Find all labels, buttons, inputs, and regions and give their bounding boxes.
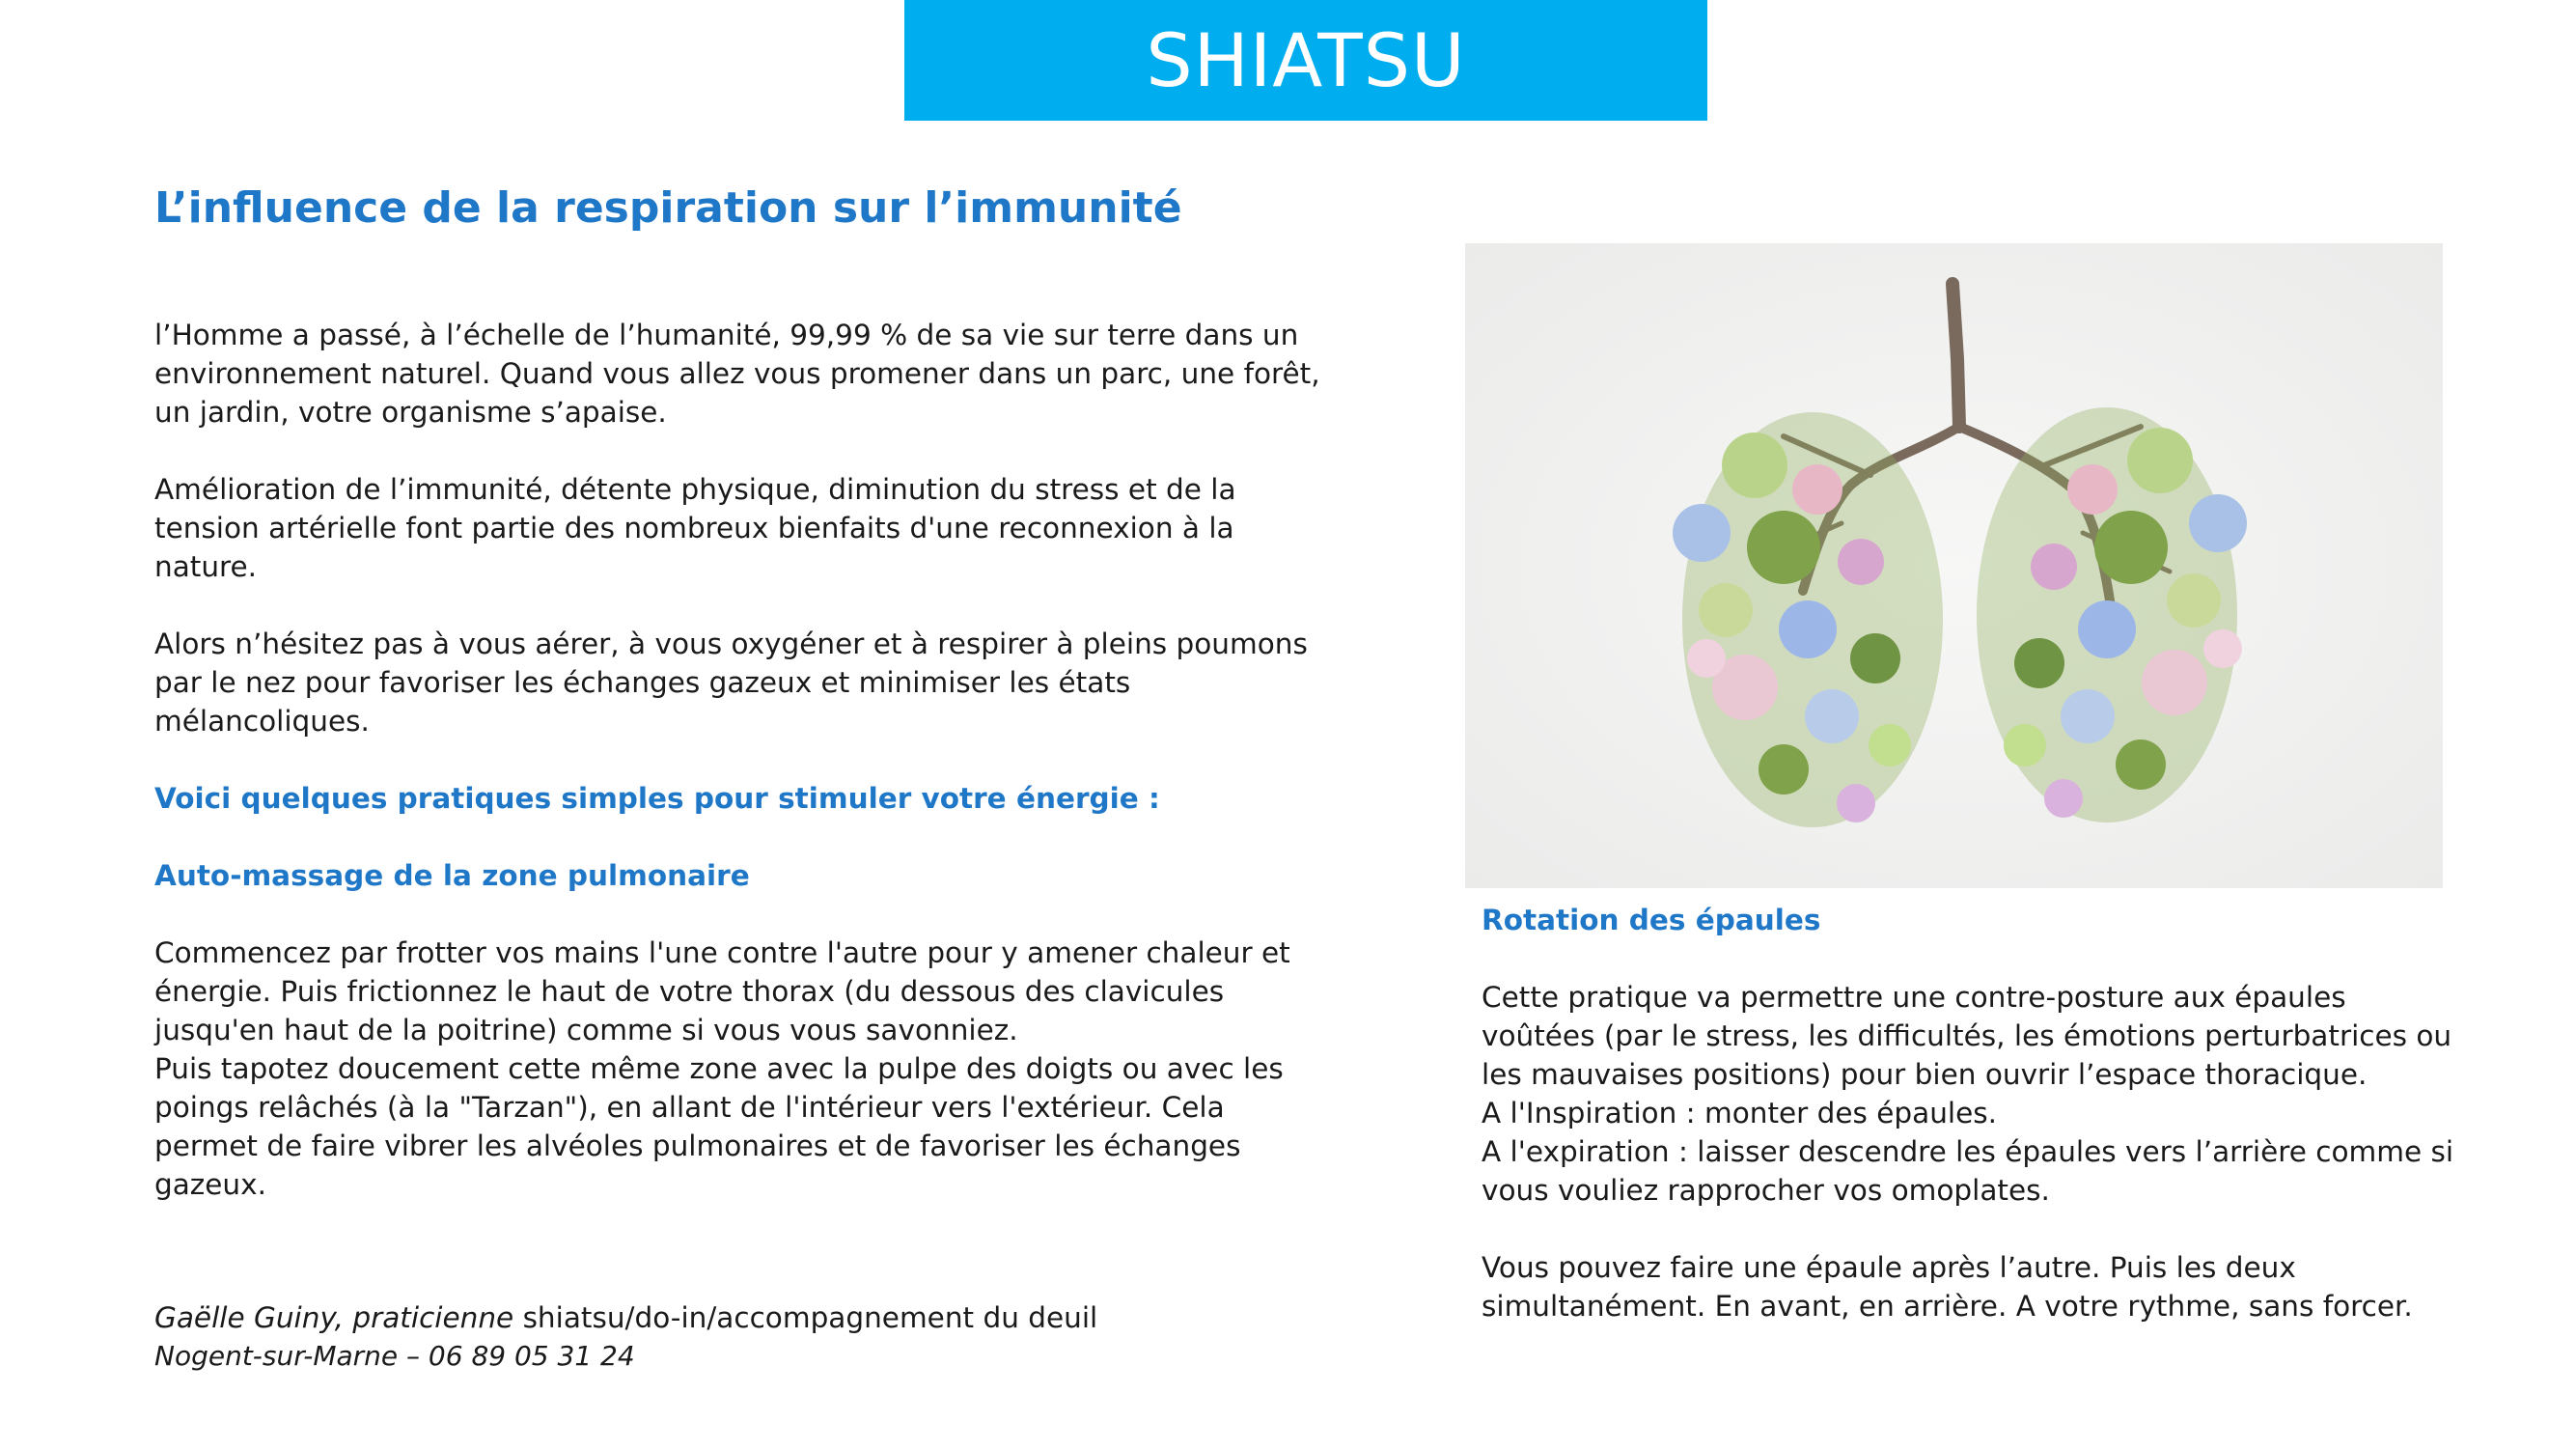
- massage-paragraph: [154, 934, 1371, 1204]
- rotation-paragraph: [1482, 978, 2524, 1210]
- rotation-closing: [1482, 1248, 2524, 1325]
- text-line: voûtées (par le stress, les difficultés, les émotions perturbatrices ou: [1482, 1019, 2452, 1052]
- text-line: Vous pouvez faire une épaule après l’autre. Puis les deux: [1482, 1251, 2296, 1284]
- text-line: vous vouliez rapprocher vos omoplates.: [1482, 1174, 2050, 1207]
- author-name: Gaëlle Guiny, praticienne: [154, 1301, 514, 1334]
- text-line: nature.: [154, 549, 258, 583]
- flower-lungs-photo: [1465, 243, 2443, 888]
- text-line: énergie. Puis frictionnez le haut de votre thorax (du dessous des clavicules: [154, 974, 1225, 1008]
- text-line: poings relâchés (à la "Tarzan"), en allant de l'intérieur vers l'extérieur. Cela: [154, 1090, 1225, 1124]
- text-line: par le nez pour favoriser les échanges gazeux et minimiser les états: [154, 665, 1131, 699]
- text-line: tension artérielle font partie des nombreux bienfaits d'une reconnexion à la: [154, 511, 1234, 544]
- text-line: Amélioration de l’immunité, détente physique, diminution du stress et de la: [154, 472, 1236, 506]
- advice-paragraph: [154, 625, 1371, 740]
- text-line: jusqu'en haut de la poitrine) comme si vous vous savonniez.: [154, 1013, 1018, 1046]
- text-line: gazeux.: [154, 1167, 266, 1201]
- text-line: l’Homme a passé, à l’échelle de l’humanité, 99,99 % de sa vie sur terre dans un: [154, 318, 1299, 351]
- text-line: Commencez par frotter vos mains l'une contre l'autre pour y amener chaleur et: [154, 935, 1290, 969]
- text-line: simultanément. En avant, en arrière. A votre rythme, sans forcer.: [1482, 1290, 2413, 1323]
- rotation-column: [1482, 901, 2524, 1325]
- author-role: shiatsu/do-in/accompagnement du deuil: [513, 1301, 1098, 1334]
- text-line: A l'expiration : laisser descendre les épaules vers l’arrière comme si: [1482, 1135, 2454, 1168]
- text-line: Alors n’hésitez pas à vous aérer, à vous oxygéner et à respirer à pleins poumons: [154, 627, 1308, 660]
- practices-subheading: Voici quelques pratiques simples pour stimuler votre énergie :: [154, 781, 1160, 815]
- text-line: mélancoliques.: [154, 704, 370, 738]
- text-line: Cette pratique va permettre une contre-posture aux épaules: [1482, 981, 2346, 1014]
- text-line: un jardin, votre organisme s’apaise.: [154, 395, 667, 429]
- flower-lungs-illustration: [1465, 243, 2443, 888]
- text-line: A l'Inspiration : monter des épaules.: [1482, 1097, 1998, 1129]
- author-contact: Nogent-sur-Marne – 06 89 05 31 24: [154, 1340, 635, 1372]
- rotation-subheading: Rotation des épaules: [1482, 904, 1821, 936]
- text-line: environnement naturel. Quand vous allez vous promener dans un parc, une forêt,: [154, 356, 1320, 390]
- article-column: [154, 183, 1371, 1204]
- author-signature: [154, 1298, 1409, 1376]
- massage-subheading: Auto-massage de la zone pulmonaire: [154, 858, 750, 892]
- article-heading: L’influence de la respiration sur l’immunité: [154, 183, 1182, 233]
- intro-paragraph: [154, 316, 1371, 432]
- text-line: les mauvaises positions) pour bien ouvrir l’espace thoracique.: [1482, 1058, 2368, 1091]
- title-banner: [904, 0, 1707, 121]
- text-line: permet de faire vibrer les alvéoles pulmonaires et de favoriser les échanges: [154, 1129, 1241, 1162]
- text-line: Puis tapotez doucement cette même zone avec la pulpe des doigts ou avec les: [154, 1051, 1284, 1085]
- benefits-paragraph: [154, 470, 1371, 586]
- banner-title: SHIATSU: [1146, 17, 1466, 103]
